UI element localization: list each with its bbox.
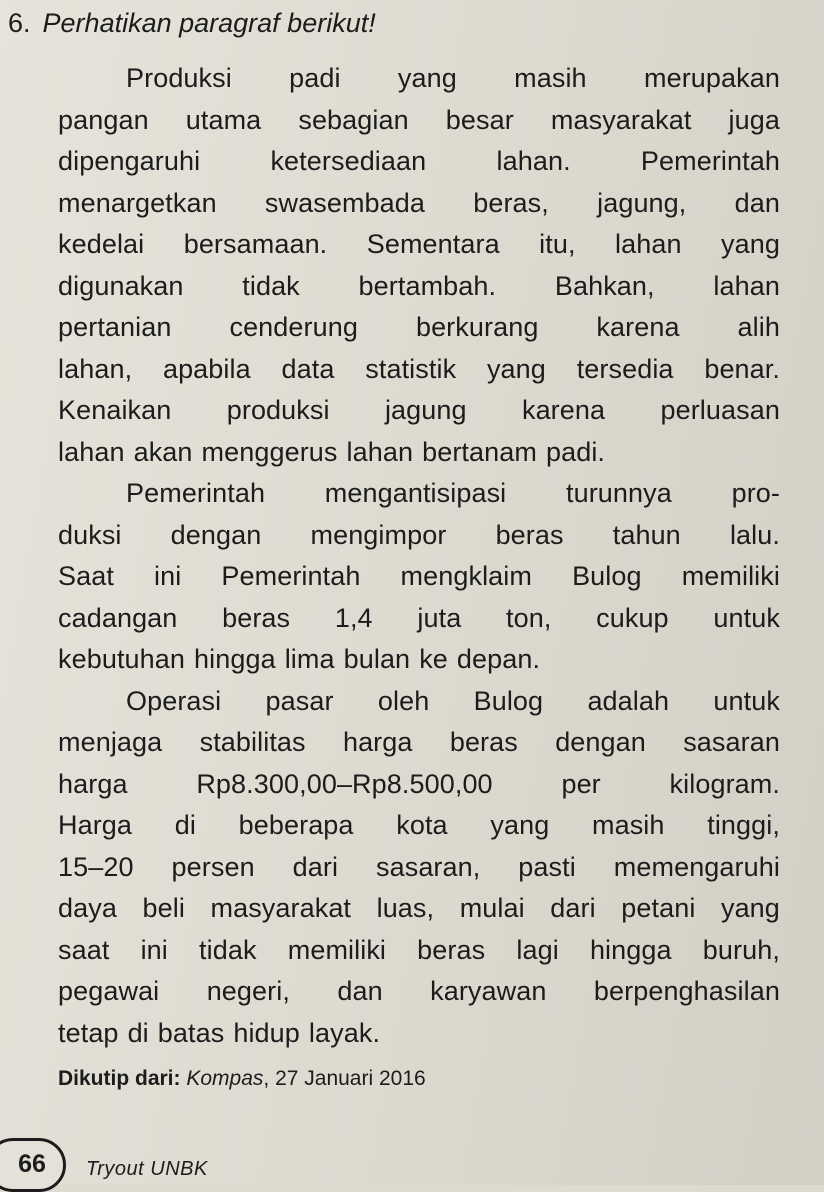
word: di [127, 1017, 149, 1048]
word: stabilitas [199, 727, 306, 757]
word: lahan, [58, 353, 133, 384]
word: Harga [58, 810, 133, 840]
word: negeri, [206, 976, 290, 1006]
word: lahan [58, 436, 125, 467]
word: dan [734, 187, 780, 218]
article-line [58, 183, 780, 225]
article-line [58, 266, 780, 308]
source-date: , 27 Januari 2016 [263, 1067, 426, 1090]
word: menargetkan [58, 187, 217, 218]
word: per [561, 768, 601, 799]
word: ini [140, 934, 168, 965]
word: luas, [376, 893, 435, 923]
word: benar. [704, 353, 780, 384]
word: bertambah. [358, 270, 497, 301]
question-prompt: Perhatikan paragraf berikut! [42, 8, 376, 38]
word: yang [721, 229, 780, 259]
word: kedelai [58, 229, 145, 259]
word: alih [737, 312, 780, 342]
word: swasembada [264, 187, 426, 218]
word: yang [720, 893, 780, 923]
word: karyawan [430, 976, 547, 1006]
word: ini [154, 561, 182, 591]
word: cadangan [58, 602, 178, 633]
word: ke [419, 644, 448, 674]
word: karena [521, 395, 606, 425]
footer-title: Tryout UNBK [86, 1158, 208, 1180]
source-publication: Kompas [186, 1067, 264, 1090]
article-line [58, 1013, 780, 1055]
word: pasti [518, 851, 576, 882]
word: tahun [612, 519, 681, 550]
word: sebagian [298, 104, 409, 135]
word: menggerus [201, 436, 338, 467]
word: digunakan [58, 270, 184, 301]
article-line [58, 681, 780, 723]
word: kilogram. [669, 768, 780, 799]
word: padi [289, 63, 341, 93]
word: hingga [194, 644, 276, 674]
word: Pemerintah [221, 561, 361, 591]
article-line [58, 888, 780, 930]
word: masyarakat [210, 893, 352, 923]
article-line [58, 473, 780, 515]
word: Bulog [572, 561, 642, 591]
word: kota [396, 810, 448, 840]
word: mengklaim [400, 561, 532, 591]
page-footer [0, 1138, 824, 1185]
word: yang [486, 353, 546, 384]
word: kebutuhan [58, 644, 186, 674]
article-line [58, 930, 780, 972]
word: untuk [713, 602, 780, 633]
word: pro- [731, 478, 780, 508]
word: ton, [506, 602, 552, 633]
source-label: Dikutip dari: [58, 1067, 181, 1090]
word: lahan [713, 270, 780, 301]
word: tinggi, [707, 810, 780, 840]
word: lagi [516, 934, 559, 965]
word: tidak [242, 270, 300, 301]
word: hingga [589, 934, 672, 965]
word: lahan [615, 229, 682, 259]
word: Kenaikan [58, 395, 172, 425]
article-line [58, 722, 780, 764]
word: data [281, 353, 335, 384]
word: masyarakat [550, 104, 692, 135]
word: beras [449, 727, 518, 757]
word: beras [417, 934, 486, 965]
word: masih [592, 810, 665, 840]
word: adalah [587, 685, 670, 716]
word: lahan [346, 436, 414, 467]
word: ketersediaan [270, 146, 427, 176]
word: beras [495, 519, 564, 550]
word: oleh [377, 685, 430, 716]
word: dari [292, 851, 339, 882]
word: persen [171, 851, 255, 882]
article-line [58, 432, 780, 474]
article-line [58, 556, 780, 598]
word: yang [397, 63, 457, 93]
word: duksi [58, 519, 122, 550]
word: tidak [199, 934, 257, 965]
word: statistik [365, 353, 457, 384]
word: saat [58, 934, 110, 965]
word: bertanam [422, 436, 537, 467]
word: karena [596, 312, 680, 342]
word: Bahkan, [554, 270, 655, 301]
word: harga [58, 768, 128, 799]
word: apabila [162, 353, 251, 384]
word: lahan. [496, 146, 571, 176]
word: juta [417, 602, 462, 633]
question-number: 6. [8, 8, 31, 38]
article-line [58, 639, 780, 681]
article-line [58, 515, 780, 557]
word: menjaga [58, 727, 163, 757]
page-number-badge: 66 [0, 1138, 66, 1192]
word: masih [514, 63, 587, 93]
word: 1,4 [334, 602, 373, 633]
word: memiliki [287, 934, 387, 965]
word: layak. [308, 1017, 381, 1048]
word: mulai [459, 893, 525, 923]
word: harga [342, 727, 413, 757]
word: turunnya [566, 478, 672, 508]
word: jagung, [597, 187, 687, 218]
word: yang [490, 810, 550, 840]
word: daya [58, 893, 117, 923]
word: besar [445, 104, 514, 135]
word: cukup [596, 602, 669, 633]
article-line [58, 307, 780, 349]
word: Pemerintah [640, 146, 780, 176]
word: memengaruhi [613, 851, 780, 882]
word: cenderung [229, 312, 358, 342]
word: merupakan [643, 63, 780, 93]
word: beras [222, 602, 291, 633]
article-line [58, 847, 780, 889]
word: Produksi [126, 63, 232, 93]
word: berpenghasilan [593, 976, 780, 1006]
article-line [58, 141, 780, 183]
article-line [58, 971, 780, 1013]
article-line [58, 805, 780, 847]
word: Sementara [366, 229, 500, 259]
word: hidup [233, 1017, 300, 1048]
word: tetap [58, 1017, 119, 1048]
word: dengan [170, 519, 262, 550]
word: dan [337, 976, 383, 1006]
word: Operasi [126, 685, 222, 716]
word: buruh, [702, 934, 780, 965]
word: jagung [384, 395, 467, 425]
source-citation [58, 1064, 426, 1094]
word: depan. [456, 644, 541, 674]
word: beberapa [238, 810, 354, 840]
word: petani [621, 893, 696, 923]
article-line [58, 598, 780, 640]
word: tersedia [576, 353, 674, 384]
word: Saat [58, 561, 114, 591]
word: lima [284, 644, 335, 674]
word: dari [550, 893, 596, 923]
word: mengantisipasi [324, 478, 507, 508]
word: akan [133, 436, 193, 467]
word: pasar [265, 685, 334, 716]
word: batas [157, 1017, 225, 1048]
word: utama [185, 104, 262, 135]
word: itu, [539, 229, 576, 259]
word: dipengaruhi [58, 146, 201, 176]
word: pertanian [58, 312, 172, 342]
word: padi. [545, 436, 606, 467]
article-line [58, 764, 780, 806]
article-line [58, 100, 780, 142]
article-line [58, 390, 780, 432]
question-header [8, 6, 794, 40]
word: juga [728, 104, 780, 135]
word: bersamaan. [183, 229, 328, 259]
word: sasaran [683, 727, 780, 757]
word: sasaran, [376, 851, 481, 882]
word: lalu. [729, 519, 780, 550]
word: beli [142, 893, 185, 923]
word: Rp8.300,00–Rp8.500,00 [196, 768, 493, 799]
word: untuk [713, 685, 780, 716]
word: produksi [226, 395, 330, 425]
word: memiliki [681, 561, 780, 591]
article-line [58, 349, 780, 391]
word: beras, [473, 187, 549, 218]
word: bulan [343, 644, 411, 674]
word: mengimpor [310, 519, 447, 550]
article-line [58, 58, 780, 100]
word: di [174, 810, 196, 840]
word: perluasan [660, 395, 780, 425]
word: Bulog [473, 685, 544, 716]
article-line [58, 224, 780, 266]
word: 15–20 [58, 851, 134, 882]
word: Pemerintah [126, 478, 266, 508]
article-text [58, 58, 780, 1054]
word: pangan [58, 104, 149, 135]
word: berkurang [415, 312, 539, 342]
word: pegawai [58, 976, 160, 1006]
word: dengan [555, 727, 646, 757]
